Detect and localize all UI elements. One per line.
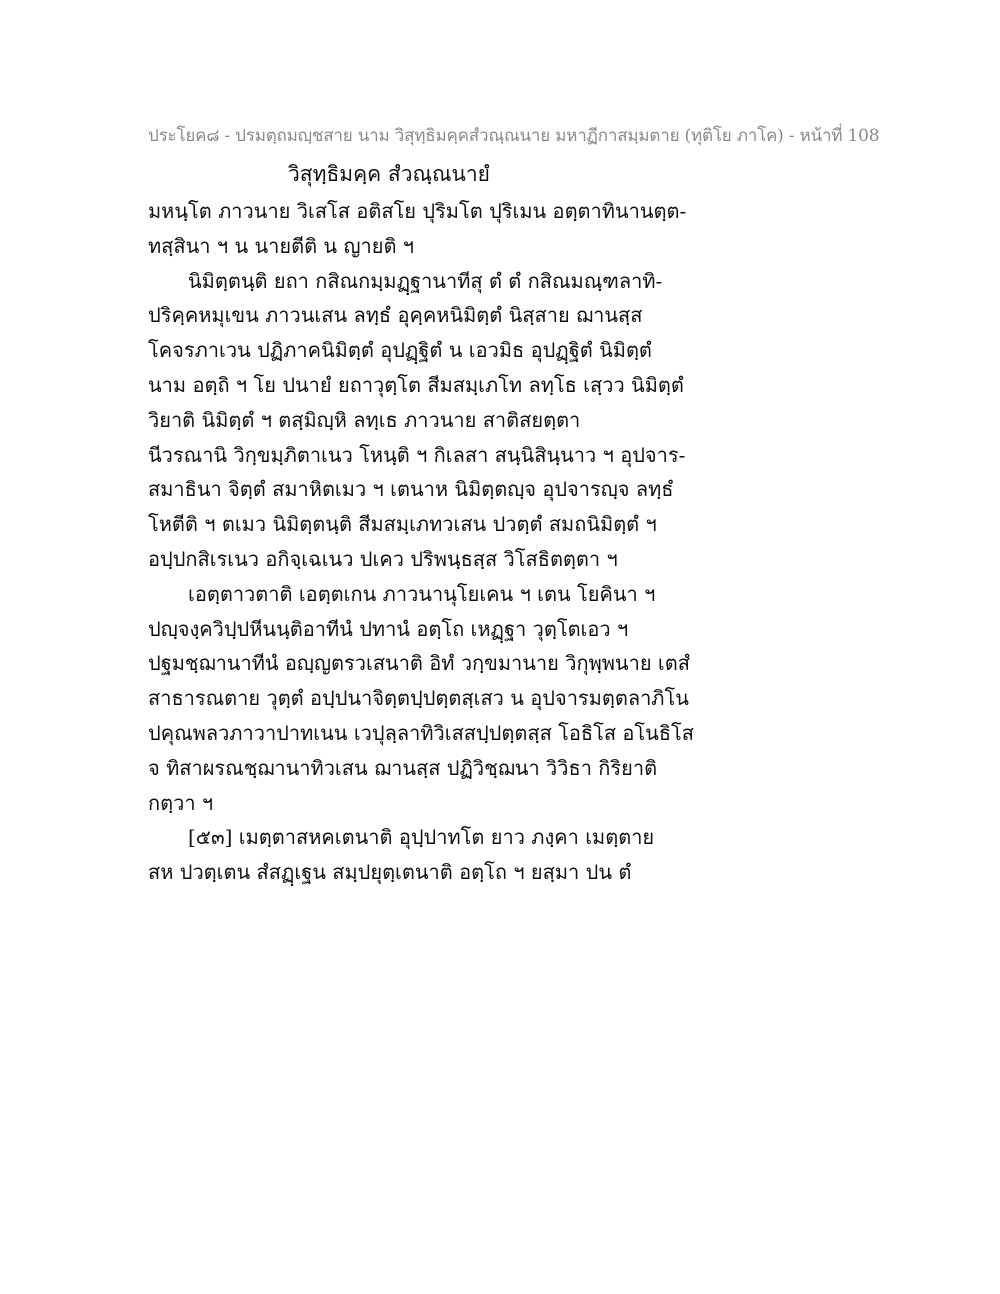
text-line: นาม อตฺถิ ฯ โย ปนายํ ยถาวุตฺโต สีมสมฺเภโท ลทฺโธ เสฺวว นิมิตฺตํ bbox=[148, 372, 684, 397]
text-line: ปญฺจงฺควิปฺปหีนนฺติอาทีนํ ปทานํ อตฺโถ เหฏฺฐา วุตฺโตเอว ฯ bbox=[148, 616, 629, 641]
text-line: [๕๓] เมตฺตาสหคเตนาติ อุปฺปาทโต ยาว ภงฺคา เมตฺตาย bbox=[188, 825, 655, 850]
text-line: สมาธินา จิตฺตํ สมาหิตเมว ฯ เตนาห นิมิตฺตญฺจ อุปจารญฺจ ลทฺธํ bbox=[148, 477, 674, 502]
text-line: ปริคฺคหมุเขน ภาวนเสน ลทฺธํ อุคฺคหนิมิตฺตํ นิสฺสาย ฌานสฺส bbox=[148, 303, 643, 328]
text-line: นิมิตฺตนฺติ ยถา กสิณกมฺมฏฺฐานาทีสุ ตํ ตํ กสิณมณฺฑลาทิ- bbox=[188, 268, 663, 293]
text-line: โหตีติ ฯ ตเมว นิมิตฺตนฺติ สีมสมฺเภทวเสน ปวตฺตํ สมถนิมิตฺตํ ฯ bbox=[148, 512, 657, 537]
text-line: ปคุณพลวภาวาปาทเนน เวปุลฺลาทิวิเสสปฺปตฺตสฺส โอธิโส อโนธิโส bbox=[148, 720, 694, 745]
section-title: วิสุทฺธิมคฺค สํวณฺณนายํ bbox=[288, 162, 490, 186]
text-line: โคจรภาเวน ปฏิภาคนิมิตฺตํ อุปฏฺฐิตํ น เอวมิธ อุปฏฺฐิตํ นิมิตฺตํ bbox=[148, 338, 652, 363]
text-line: สห ปวตฺเตน สํสฏฺเฐน สมฺปยุตฺเตนาติ อตฺโถ ฯ ยสฺมา ปน ตํ bbox=[148, 860, 632, 885]
text-line: วิยาติ นิมิตฺตํ ฯ ตสฺมิญฺหิ ลทฺเธ ภาวนาย สาติสยตฺตา bbox=[148, 407, 581, 432]
text-line: มหนฺโต ภาวนาย วิเสโส อติสโย ปุริมโต ปุริเมน อตฺตาทินานตฺต- bbox=[148, 199, 687, 223]
text-line: กตฺวา ฯ bbox=[148, 790, 214, 815]
text-line: อปฺปกสิเรเนว อกิจฺเฉเนว ปเคว ปริพนฺธสฺส วิโสธิตตฺตา ฯ bbox=[148, 546, 618, 571]
body-text bbox=[148, 194, 708, 890]
text-line: ทสฺสินา ฯ น นายตีติ น ญายติ ฯ bbox=[148, 233, 415, 258]
text-line: นีวรณานิ วิกฺขมฺภิตาเนว โหนฺติ ฯ กิเลสา สนฺนิสินฺนาว ฯ อุปจาร- bbox=[148, 442, 686, 467]
text-line: จ ทิสาผรณชฺฌานาทิวเสน ฌานสฺส ปฏิวิชฺฌนา วิวิธา กิริยาติ bbox=[148, 755, 658, 780]
running-header: ประโยค๘ - ปรมตฺถมญฺชสาย นาม วิสุทฺธิมคฺคสํวณฺณนาย มหาฏีกาสมฺมตาย (ทุติโย ภาโค) - หน้าที่ 108 bbox=[148, 126, 880, 146]
text-line: เอตฺตาวตาติ เอตฺตเกน ภาวนานุโยเคน ฯ เตน โยคินา ฯ bbox=[188, 581, 656, 606]
text-line: ปฐมชฺฌานาทีนํ อญฺญตรวเสนาติ อิทํ วกฺขมานาย วิกุพฺพนาย เตสํ bbox=[148, 651, 690, 676]
text-line: สาธารณตาย วุตฺตํ อปฺปนาจิตฺตปฺปตฺตสฺเสว น อุปจารมตฺตลาภิโน bbox=[148, 686, 689, 711]
